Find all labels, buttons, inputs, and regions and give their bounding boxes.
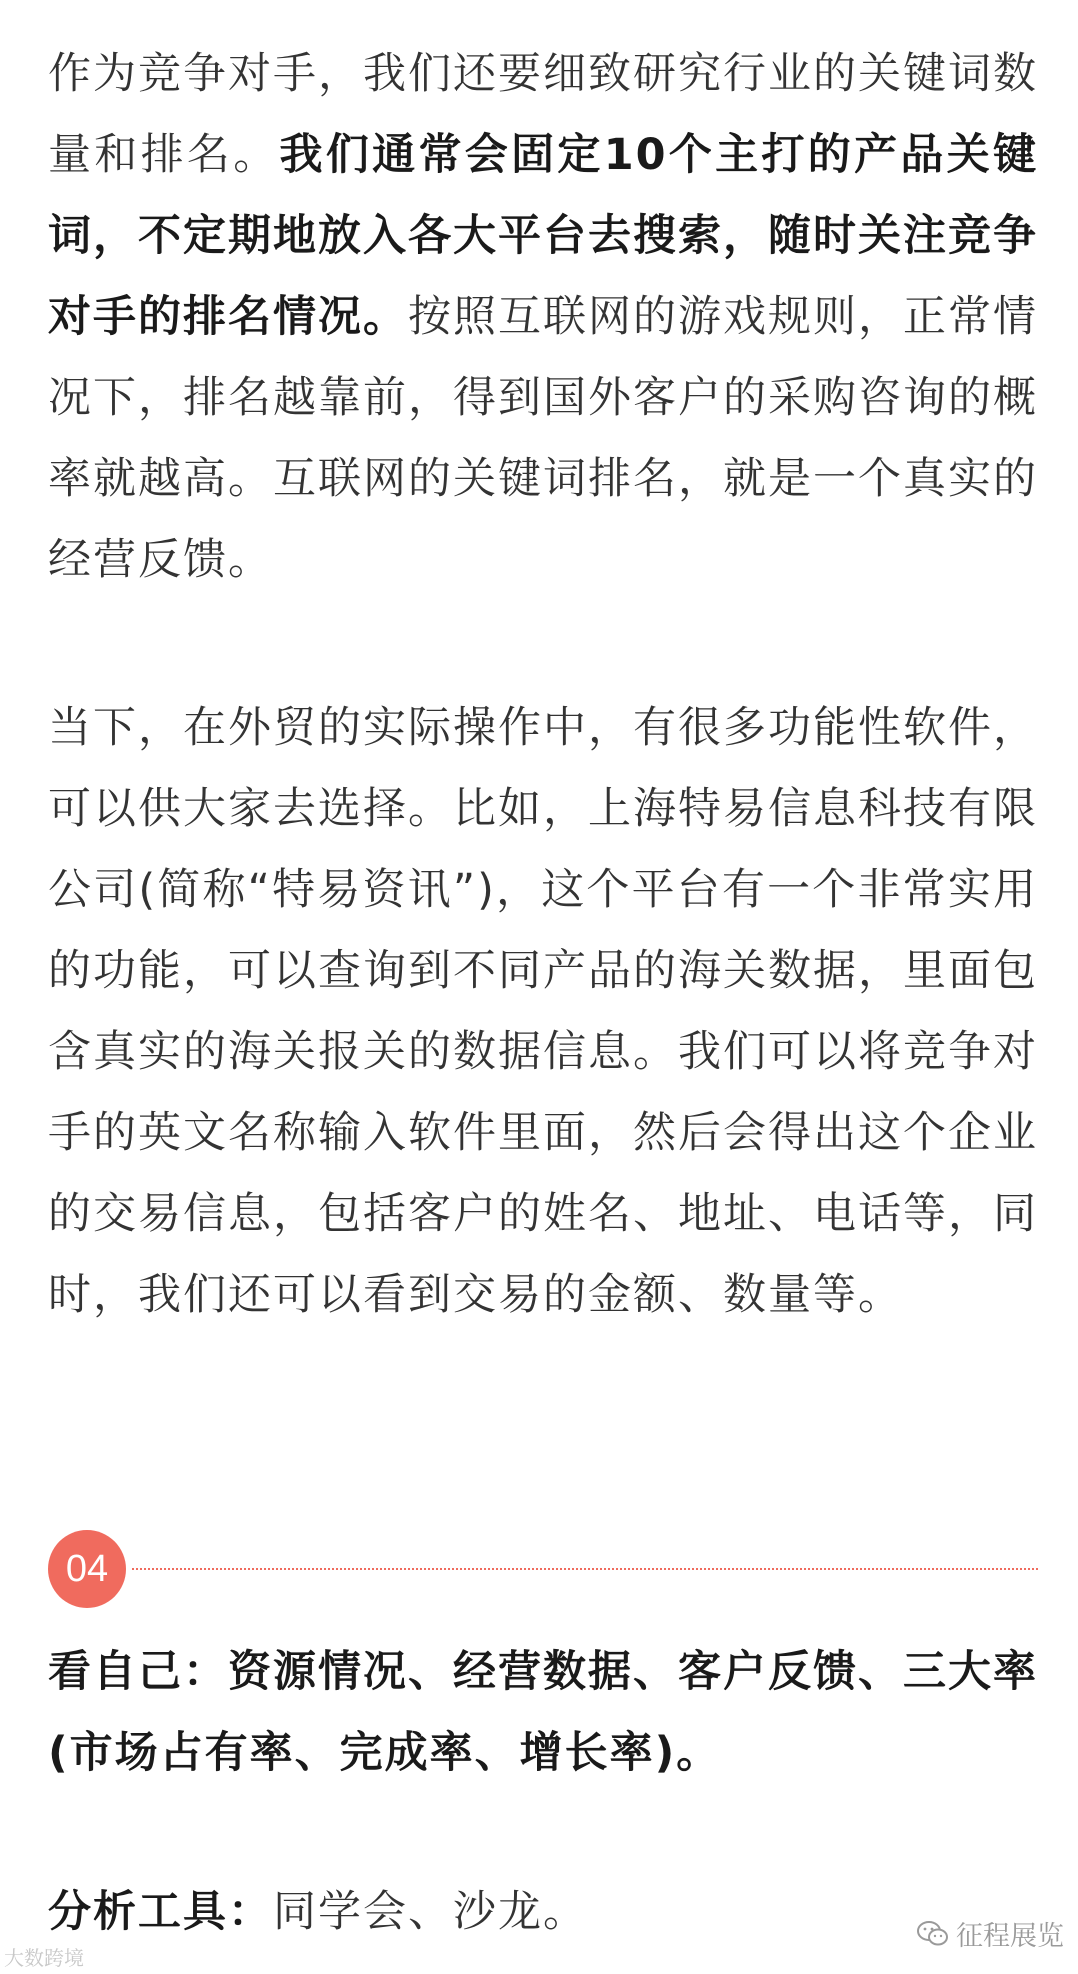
paragraph-keyword-ranking [48,34,1038,601]
analysis-tools-line [48,1872,748,1953]
watermark-left-text: 大数跨境 [4,1946,84,1970]
section-dotted-divider [132,1568,1038,1570]
section-heading: 看自己：资源情况、经营数据、客户反馈、三大率(市场占有率、完成率、增长率)。 [48,1647,1038,1778]
paragraph-software-tools: 当下，在外贸的实际操作中，有很多功能性软件，可以供大家去选择。比如，上海特易信息科技有限公司(简称“特易资讯”)，这个平台有一个非常实用的功能，可以查询到不同产品的海关数据，里面包含真实的海关报关的数据信息。我们可以将竞争对手的英文名称输入软件里面，然后会得出这个企业的交易信息，包括客户的姓名、地址、电话等，同时，我们还可以看到交易的金额、数量等。 [48,703,1038,1320]
watermark-left [4,1942,84,1971]
wechat-icon [916,1920,950,1948]
section-marker [48,1530,1038,1608]
section-number-badge: 04 [48,1530,126,1608]
watermark-right-text: 征程展览 [956,1921,1064,1952]
paragraph1-text-b: 按照互联网的游戏规则，正常情况下，排名越靠前，得到国外客户的采购咨询的概率就越高。互联网的关键词排名，就是一个真实的经营反馈。 [48,292,1038,585]
analysis-tools-text: 同学会、沙龙。 [273,1887,588,1937]
paragraph1-bold-text: 我们通常会固定10个主打的产品关键词，不定期地放入各大平台去搜索，随时关注竞争对手的排名情况。 [48,130,1039,342]
paragraph1-text-a: 作为竞争对手，我们还要细致研究行业的关键词数量和排名。 [48,49,1038,180]
watermark-right [916,1914,1064,1953]
analysis-tools-label: 分析工具： [48,1887,273,1937]
